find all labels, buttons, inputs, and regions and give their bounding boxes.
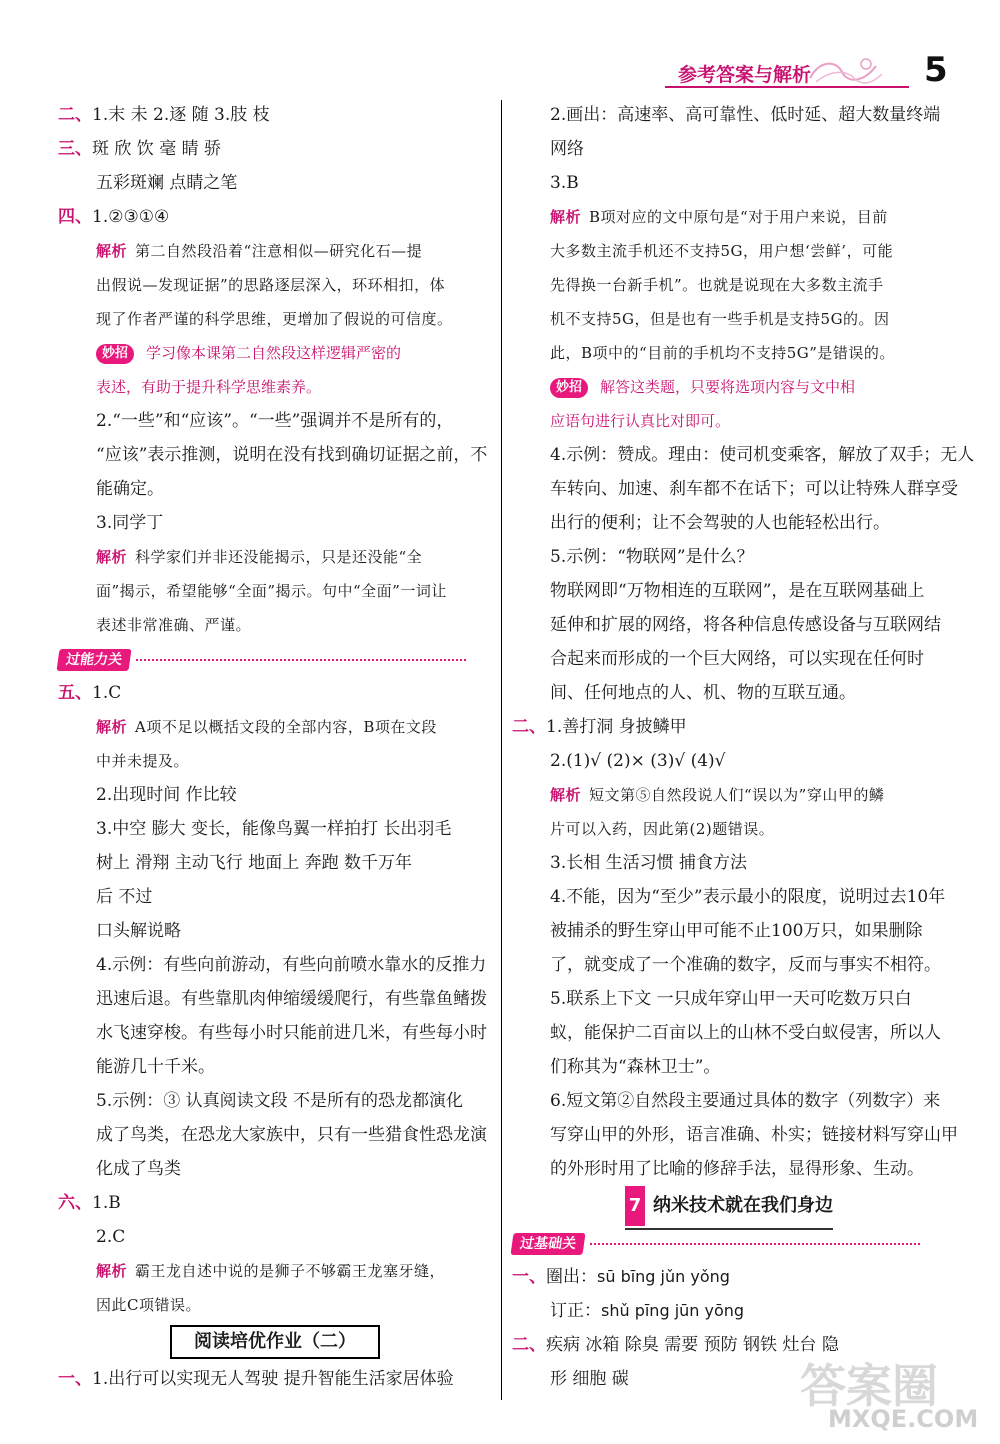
section-number: 六、 bbox=[58, 1193, 92, 1213]
analysis-label: 解析 bbox=[96, 718, 128, 736]
header-decoration-icon bbox=[806, 56, 886, 86]
answer-line: 树上 滑翔 主动飞行 地面上 奔跑 数千万年 bbox=[96, 853, 413, 873]
dotted-rule bbox=[136, 659, 466, 661]
analysis-text: 短文第⑤自然段说人们“误以为”穿山甲的鳞 bbox=[589, 786, 885, 804]
watermark-logo: 答案圈 bbox=[800, 1359, 938, 1413]
answer-line: 五彩斑斓 点睛之笔 bbox=[96, 173, 238, 193]
answer-line: 物联网即“万物相连的互联网”，是在互联网基础上 bbox=[550, 581, 925, 601]
answer-line: 们称其为“森林卫士”。 bbox=[550, 1057, 721, 1077]
answer-text: 1.②③①④ bbox=[92, 207, 170, 227]
analysis-label: 解析 bbox=[550, 786, 582, 804]
section-number: 一、 bbox=[58, 1369, 92, 1389]
answer-line bbox=[58, 1186, 492, 1220]
answer-line: 迅速后退。有些靠肌肉伸缩缓缓爬行，有些靠鱼鳍拨 bbox=[96, 989, 487, 1009]
answer-text: 1.出行可以实现无人驾驶 提升智能生活家居体验 bbox=[92, 1369, 454, 1389]
answer-line bbox=[512, 710, 946, 744]
answer-line: 2.(1)√ (2)× (3)√ (4)√ bbox=[550, 751, 726, 771]
answer-line: 4.示例：赞成。理由：使司机变乘客，解放了双手；无人 bbox=[550, 445, 975, 465]
lesson-number: 7 bbox=[625, 1186, 645, 1226]
section-number: 三、 bbox=[58, 139, 92, 159]
lesson-title-text: 纳米技术就在我们身边 bbox=[653, 1195, 833, 1216]
answer-line: 被捕杀的野生穿山甲可能不止100万只，如果删除 bbox=[550, 921, 923, 941]
page-number: 5 bbox=[924, 50, 948, 90]
pinyin-text: shǔ pīng jūn yōng bbox=[601, 1301, 745, 1320]
homework-title-row bbox=[58, 1322, 492, 1362]
analysis-text: 霸王龙自述中说的是狮子不够霸王龙塞牙缝， bbox=[135, 1262, 446, 1280]
answer-line bbox=[58, 1362, 492, 1396]
column-divider bbox=[501, 100, 502, 1400]
answer-line: 5.联系上下文 一只成年穿山甲一天可吃数万只白 bbox=[550, 989, 912, 1009]
tip-line: 应语句进行认真比对即可。 bbox=[550, 412, 731, 430]
analysis-label: 解析 bbox=[96, 1262, 128, 1280]
section-number: 一、 bbox=[512, 1267, 546, 1287]
answer-line: 6.短文第②自然段主要通过具体的数字（列数字）来 bbox=[550, 1091, 941, 1111]
analysis-text: 第二自然段沿着“注意相似—研究化石—提 bbox=[135, 242, 423, 260]
answer-text: 疾病 冰箱 除臭 需要 预防 钢铁 灶台 隐 bbox=[546, 1335, 839, 1355]
answer-line: 5.示例：“物联网”是什么？ bbox=[550, 547, 754, 567]
answer-line: 蚁，能保护二百亩以上的山林不受白蚁侵害，所以人 bbox=[550, 1023, 941, 1043]
analysis-line: 先得换一台新手机”。也就是说现在大多数主流手 bbox=[550, 276, 884, 294]
section-number: 五、 bbox=[58, 683, 92, 703]
analysis-line: 因此C项错误。 bbox=[96, 1296, 201, 1314]
answer-line bbox=[58, 132, 492, 166]
analysis-label: 解析 bbox=[550, 208, 582, 226]
tip-line bbox=[58, 336, 492, 370]
answer-line: 形 细胞 碳 bbox=[550, 1369, 629, 1389]
answer-line: 的外形时用了比喻的修辞手法，显得形象、生动。 bbox=[550, 1159, 924, 1179]
answer-line: 后 不过 bbox=[96, 887, 153, 907]
tip-text: 解答这类题，只要将选项内容与文中相 bbox=[600, 378, 856, 396]
answer-text: 1.B bbox=[92, 1193, 121, 1213]
answer-line: 合起来而形成的一个巨大网络，可以实现在任何时 bbox=[550, 649, 924, 669]
answer-line: 2.C bbox=[96, 1227, 126, 1247]
answer-line: 3.同学丁 bbox=[96, 513, 164, 533]
answer-line bbox=[58, 98, 492, 132]
analysis-line: 出假说—发现证据”的思路逐层深入，环环相扣，体 bbox=[96, 276, 446, 294]
answer-line: 4.示例：有些向前游动，有些向前喷水靠水的反推力 bbox=[96, 955, 487, 975]
answer-line bbox=[512, 1294, 946, 1328]
analysis-line: 此，B项中的“目前的手机均不支持5G”是错误的。 bbox=[550, 344, 895, 362]
analysis-line bbox=[58, 1254, 492, 1288]
answer-line: 口头解说略 bbox=[96, 921, 181, 941]
analysis-line bbox=[512, 778, 946, 812]
answer-line: 3.中空 膨大 变长，能像鸟翼一样拍打 长出羽毛 bbox=[96, 819, 452, 839]
analysis-line: 片可以入药，因此第(2)题错误。 bbox=[550, 820, 775, 838]
right-column bbox=[512, 98, 975, 1396]
analysis-line: 机不支持5G，但是也有一些手机是支持5G的。因 bbox=[550, 310, 890, 328]
analysis-line bbox=[58, 234, 492, 268]
answer-line: 写穿山甲的外形，语言准确、朴实；链接材料写穿山甲 bbox=[550, 1125, 958, 1145]
lesson-title-row bbox=[512, 1186, 946, 1226]
analysis-line: 面”揭示，希望能够“全面”揭示。句中“全面”一词让 bbox=[96, 582, 447, 600]
answer-line: 成了鸟类，在恐龙大家族中，只有一些猎食性恐龙演 bbox=[96, 1125, 487, 1145]
analysis-line bbox=[512, 200, 946, 234]
analysis-text: B项对应的文中原句是“对于用户来说，目前 bbox=[589, 208, 888, 226]
analysis-line bbox=[58, 540, 492, 574]
answer-text: 斑 欣 饮 毫 睛 骄 bbox=[92, 139, 222, 159]
analysis-label: 解析 bbox=[96, 548, 128, 566]
answer-text: 1.C bbox=[92, 683, 122, 703]
answer-label: 订正： bbox=[550, 1301, 601, 1321]
tip-text: 学习像本课第二自然段这样逻辑严密的 bbox=[146, 344, 402, 362]
section-number: 二、 bbox=[58, 105, 92, 125]
answer-line: 2.“一些”和“应该”。“一些”强调并不是所有的， bbox=[96, 411, 454, 431]
watermark-url: MXQE.COM bbox=[828, 1405, 979, 1433]
analysis-line: 表述非常准确、严谨。 bbox=[96, 616, 252, 634]
answer-text: 1.善打洞 身披鳞甲 bbox=[546, 717, 687, 737]
answer-line: 4.不能，因为“至少”表示最小的限度，说明过去10年 bbox=[550, 887, 946, 907]
left-column bbox=[58, 98, 492, 1396]
answer-line: 5.示例：③ 认真阅读文段 不是所有的恐龙都演化 bbox=[96, 1091, 464, 1111]
tip-badge: 妙招 bbox=[96, 344, 134, 364]
dotted-rule bbox=[590, 1243, 920, 1245]
analysis-line: 现了作者严谨的科学思维，更增加了假说的可信度。 bbox=[96, 310, 453, 328]
analysis-text: 科学家们并非还没能揭示，只是还没能“全 bbox=[135, 548, 423, 566]
answer-line: 水飞速穿梭。有些每小时只能前进几米，有些每小时 bbox=[96, 1023, 487, 1043]
section-number: 四、 bbox=[58, 207, 92, 227]
answer-label: 圈出： bbox=[546, 1267, 597, 1287]
answer-line: 了，就变成了一个准确的数字，反而与事实不相符。 bbox=[550, 955, 941, 975]
pinyin-text: sū bīng jǔn yǒng bbox=[597, 1267, 730, 1286]
answer-line: 化成了鸟类 bbox=[96, 1159, 181, 1179]
tip-line bbox=[512, 370, 946, 404]
homework-title: 阅读培优作业（二） bbox=[170, 1325, 380, 1359]
answer-line: 出行的便利；让不会驾驶的人也能轻松出行。 bbox=[550, 513, 890, 533]
answer-line: 网络 bbox=[550, 139, 584, 159]
answer-line: 能确定。 bbox=[96, 479, 164, 499]
analysis-line: 大多数主流手机还不支持5G，用户想‘尝鲜’，可能 bbox=[550, 242, 894, 260]
analysis-text: A项不足以概括文段的全部内容，B项在文段 bbox=[135, 718, 437, 736]
analysis-line: 中并未提及。 bbox=[96, 752, 190, 770]
section-pill: 过能力关 bbox=[56, 649, 131, 671]
section-pill: 过基础关 bbox=[510, 1233, 585, 1255]
section-banner bbox=[58, 642, 492, 676]
header-title: 参考答案与解析 bbox=[678, 64, 812, 86]
tip-line: 表述，有助于提升科学思维素养。 bbox=[96, 378, 322, 396]
section-banner bbox=[512, 1226, 946, 1260]
answer-line: 车转向、加速、刹车都不在话下；可以让特殊人群享受 bbox=[550, 479, 958, 499]
answer-line: 2.画出：高速率、高可靠性、低时延、超大数量终端 bbox=[550, 105, 941, 125]
header-underline bbox=[665, 86, 909, 88]
answer-text: 1.末 未 2.逐 随 3.肢 枝 bbox=[92, 105, 270, 125]
answer-line: 延伸和扩展的网络，将各种信息传感设备与互联网结 bbox=[550, 615, 941, 635]
analysis-label: 解析 bbox=[96, 242, 128, 260]
answer-line: 2.出现时间 作比较 bbox=[96, 785, 237, 805]
answer-line: 间、任何地点的人、机、物的互联互通。 bbox=[550, 683, 856, 703]
answer-line: 能游几十千米。 bbox=[96, 1057, 215, 1077]
answer-line bbox=[512, 1260, 946, 1294]
analysis-line bbox=[58, 710, 492, 744]
answer-line: “应该”表示推测，说明在没有找到确切证据之前，不 bbox=[96, 445, 488, 465]
answer-line: 3.B bbox=[550, 173, 579, 193]
answer-line bbox=[58, 200, 492, 234]
section-number: 二、 bbox=[512, 1335, 546, 1355]
tip-badge: 妙招 bbox=[550, 378, 588, 398]
answer-line bbox=[58, 676, 492, 710]
answer-line: 3.长相 生活习惯 捕食方法 bbox=[550, 853, 748, 873]
lesson-title bbox=[625, 1186, 833, 1230]
section-number: 二、 bbox=[512, 717, 546, 737]
